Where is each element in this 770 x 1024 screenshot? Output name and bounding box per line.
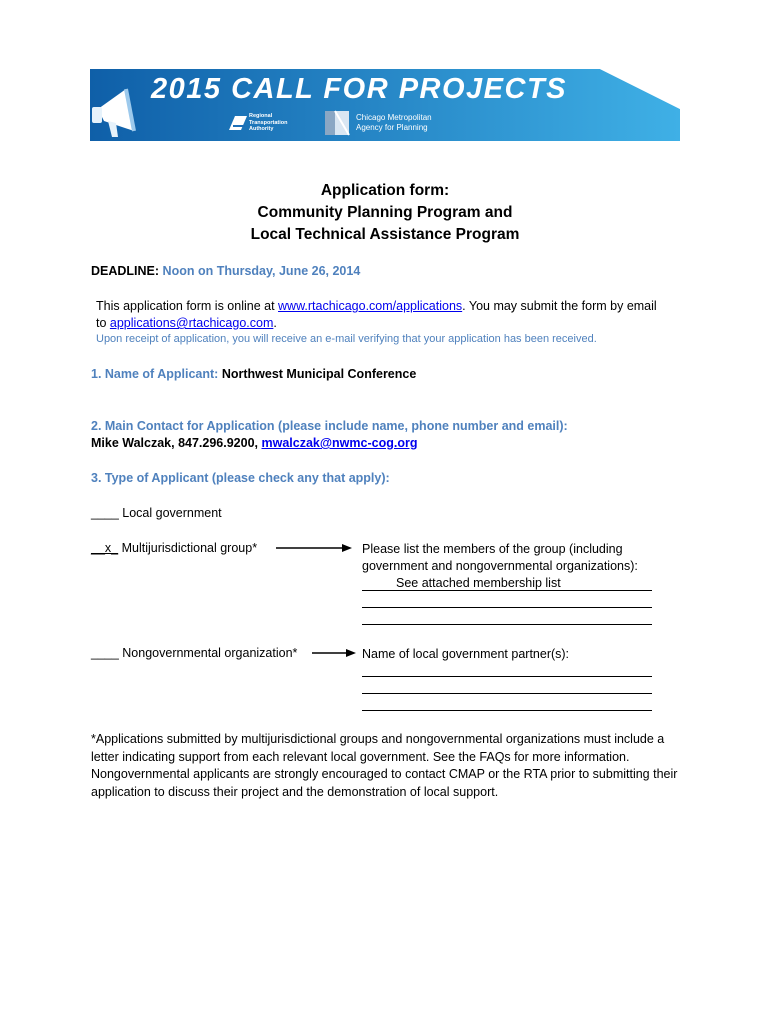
deadline-value: Noon on Thursday, June 26, 2014 [162,264,361,278]
nongov-prompt: Name of local government partner(s): [362,647,570,661]
banner-title: 2015 CALL FOR PROJECTS [151,73,568,105]
multi-label: Multijurisdictional group* [118,541,258,555]
intro-text-4: . [273,316,277,330]
deadline-label: DEADLINE: [91,264,160,278]
intro-line-1 [96,298,657,315]
multi-answer[interactable]: See attached membership list [396,576,561,590]
header-banner [90,69,680,141]
title-line-2: Community Planning Program and [257,204,513,221]
multi-answer-line-2 [362,607,652,608]
applicant-name: Northwest Municipal Conference [221,367,417,381]
option-nongovernmental[interactable]: ____ Nongovernmental organization* [91,646,298,660]
section-1 [91,367,416,381]
deadline [91,264,360,278]
multi-checkmark: __x_ [91,541,119,555]
applications-url-link[interactable]: www.rtachicago.com/applications [278,299,463,313]
megaphone-icon [90,75,150,141]
rta-logo-icon [227,112,249,134]
contact-value: Mike Walczak, 847.296.9200, [91,436,262,450]
rta-line-1: Regional [249,113,273,119]
arrow-right-icon [276,543,352,553]
nongov-answer-line-2[interactable] [362,693,652,694]
cmap-line-1: Chicago Metropolitan [356,113,432,122]
cmap-line-2: Agency for Planning [356,123,428,132]
multi-answer-line-3 [362,624,652,625]
intro-text-2: . You may submit the form by email [462,299,657,313]
intro-text-3: to [96,316,110,330]
page-title [0,180,770,246]
footnote: *Applications submitted by multijurisdictional groups and nongovernmental organizations must include a letter indicating support from each relevant local government. See the FAQs for more information. Nongovernmental applicants are strongly encouraged to contact CMAP or the RTA prior to submitting their application to discuss their project and the demonstration of local support. [91,732,678,799]
multi-prompt-2: government and nongovernmental organizations): [362,559,638,573]
option-local-government[interactable]: ____ Local government [91,506,222,520]
section-2-label: 2. Main Contact for Application (please include name, phone number and email): [91,419,568,433]
section-1-label: 1. Name of Applicant: [91,367,219,381]
section-3-label: 3. Type of Applicant (please check any that apply): [91,471,390,485]
rta-line-3: Authority [249,126,274,132]
contact-email-link[interactable]: mwalczak@nwmc-cog.org [261,436,418,450]
intro-line-2 [96,315,277,332]
receipt-note: Upon receipt of application, you will receive an e-mail verifying that your application has been received. [96,333,597,345]
multi-prompt-1: Please list the members of the group (including [362,542,623,556]
contact-info [91,436,417,450]
cmap-logo [323,109,483,139]
option-multijurisdictional[interactable] [91,541,257,555]
cmap-logo-icon [323,109,351,137]
rta-line-2: Transportation [249,119,288,126]
applications-email-link[interactable]: applications@rtachicago.com [109,316,274,330]
nongov-answer-line-3[interactable] [362,710,652,711]
arrow-right-icon [312,648,356,658]
title-line-3: Local Technical Assistance Program [250,226,520,243]
intro-text-1: This application form is online at [96,299,279,313]
multi-answer-line-1 [362,590,652,591]
nongov-answer-line-1[interactable] [362,676,652,677]
title-line-1: Application form: [320,182,450,199]
